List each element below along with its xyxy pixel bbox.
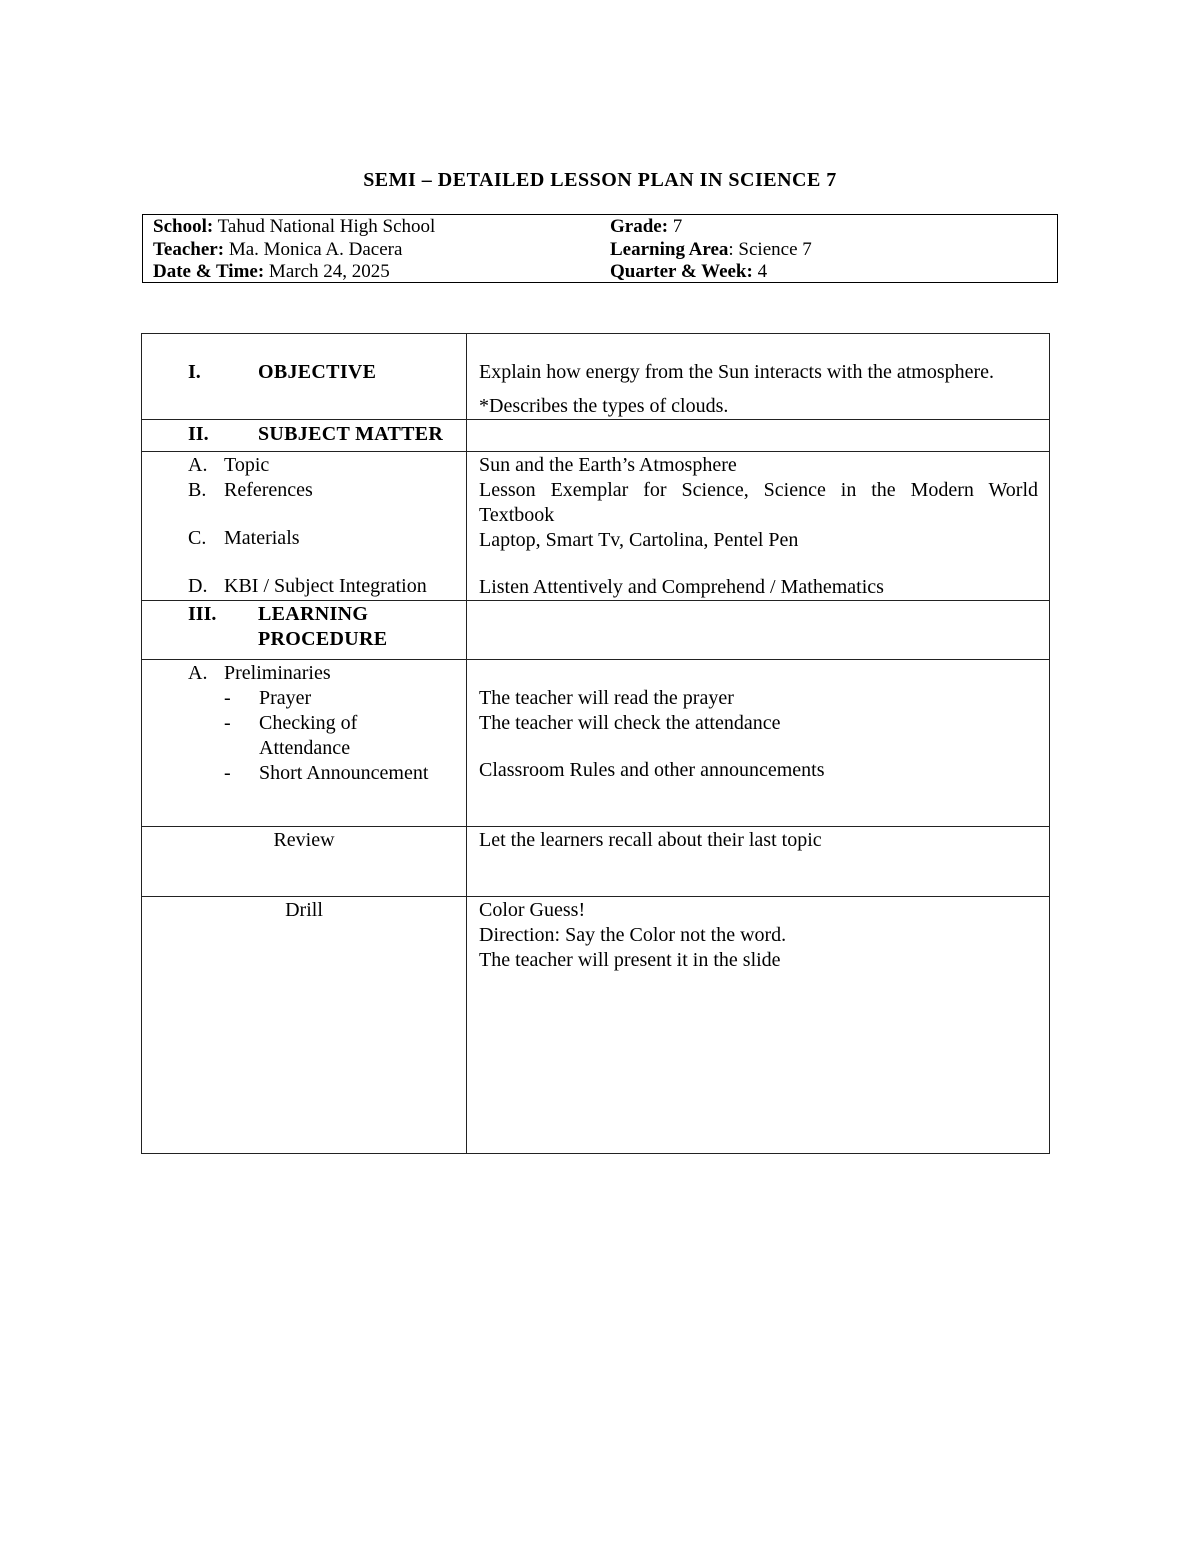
subject-matter-labels-cell <box>142 452 467 601</box>
announcement-value: Classroom Rules and other announcements <box>479 759 825 781</box>
preliminaries-label: A. Preliminaries <box>188 662 331 684</box>
review-value-cell <box>467 827 1050 897</box>
grade-label: Grade: <box>610 216 669 237</box>
school-line <box>153 216 435 239</box>
drill-row <box>142 897 1050 1154</box>
drill-label: Drill <box>285 899 323 921</box>
announcement-label: - Short Announcement <box>224 762 429 784</box>
procedure-heading-2: PROCEDURE <box>258 628 388 650</box>
attendance-value: The teacher will check the attendance <box>479 712 781 734</box>
area-label: Learning Area <box>610 238 729 260</box>
subject-matter-row <box>142 452 1050 601</box>
teacher-line <box>153 239 435 262</box>
objective-content-cell <box>467 334 1050 420</box>
procedure-header-row <box>142 601 1050 660</box>
area-line <box>610 239 812 262</box>
quarter-label: Quarter & Week: <box>610 261 753 282</box>
quarter-value: 4 <box>757 261 768 282</box>
school-value: Tahud National High School <box>217 216 436 237</box>
drill-value-cell <box>467 897 1050 1154</box>
objective-subtext: *Describes the types of clouds. <box>479 395 729 417</box>
materials-value: Laptop, Smart Tv, Cartolina, Pentel Pen <box>479 529 799 551</box>
materials-label: C. Materials <box>188 527 300 549</box>
topic-value: Sun and the Earth’s Atmosphere <box>479 454 737 476</box>
drill-line: Direction: Say the Color not the word. <box>479 924 787 946</box>
prayer-value: The teacher will read the prayer <box>479 687 734 709</box>
grade-line <box>610 216 812 239</box>
topic-label: A. Topic <box>188 454 270 476</box>
area-value: : Science 7 <box>728 238 812 260</box>
procedure-numeral: III. <box>188 603 217 625</box>
info-right-column <box>610 216 812 284</box>
subject-matter-numeral: II. <box>188 423 209 445</box>
teacher-value: Ma. Monica A. Dacera <box>228 238 403 260</box>
preliminaries-values-cell <box>467 660 1050 827</box>
date-label: Date & Time: <box>153 261 265 282</box>
teacher-label: Teacher: <box>153 238 225 260</box>
preliminaries-row <box>142 660 1050 827</box>
info-left-column <box>153 216 435 284</box>
references-value: Lesson Exemplar for Science, Science in the Modern World Textbook <box>479 479 1038 526</box>
references-label: B. References <box>188 479 313 501</box>
lesson-plan-table <box>141 333 1050 1154</box>
review-row <box>142 827 1050 897</box>
grade-value: 7 <box>672 216 683 237</box>
prayer-label: - Prayer <box>224 687 312 709</box>
procedure-heading-1: LEARNING <box>258 603 369 625</box>
subject-matter-values-cell <box>467 452 1050 601</box>
objective-numeral: I. <box>188 361 201 383</box>
objective-text: Explain how energy from the Sun interacts with the atmosphere. <box>479 361 995 383</box>
review-value: Let the learners recall about their last topic <box>479 829 822 851</box>
quarter-line <box>610 261 812 284</box>
drill-line: Color Guess! <box>479 899 586 921</box>
attendance-label: - Checking of Attendance <box>224 712 358 759</box>
kbi-value: Listen Attentively and Comprehend / Mathematics <box>479 576 884 598</box>
review-label: Review <box>273 829 335 851</box>
objective-heading: OBJECTIVE <box>258 361 377 383</box>
subject-matter-heading-cell <box>142 420 467 452</box>
objective-heading-cell <box>142 334 467 420</box>
school-label: School: <box>153 216 214 237</box>
subject-matter-empty-cell <box>467 420 1050 452</box>
preliminaries-labels-cell <box>142 660 467 827</box>
objective-row <box>142 334 1050 420</box>
procedure-heading-cell <box>142 601 467 660</box>
kbi-label: D. KBI / Subject Integration <box>188 575 427 597</box>
drill-label-cell <box>142 897 467 1154</box>
drill-line: The teacher will present it in the slide <box>479 949 781 971</box>
school-info-box <box>142 214 1058 283</box>
date-line <box>153 261 435 284</box>
subject-matter-heading: SUBJECT MATTER <box>258 423 444 445</box>
procedure-empty-cell <box>467 601 1050 660</box>
page-title: SEMI – DETAILED LESSON PLAN IN SCIENCE 7 <box>363 169 837 191</box>
subject-matter-header-row <box>142 420 1050 452</box>
date-value: March 24, 2025 <box>268 261 390 282</box>
review-label-cell <box>142 827 467 897</box>
